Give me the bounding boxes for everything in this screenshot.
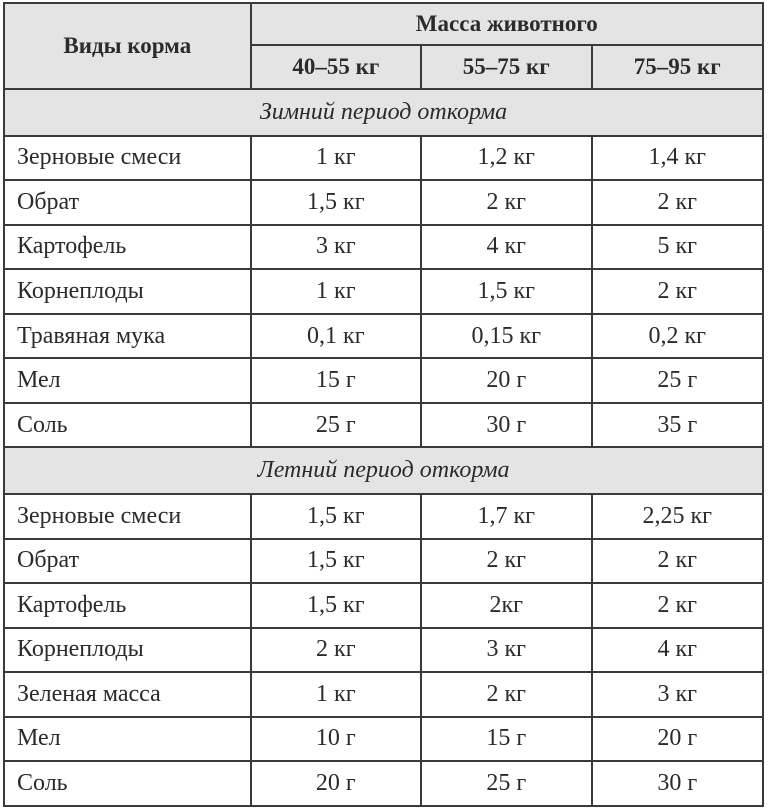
feed-amount: 0,15 кг — [421, 314, 591, 359]
feed-name: Травяная мука — [4, 314, 251, 359]
feed-amount: 2 кг — [592, 539, 764, 584]
feed-amount: 2 кг — [421, 672, 591, 717]
table-row — [4, 494, 763, 539]
feed-amount: 15 г — [251, 358, 421, 403]
section-title: Летний период откорма — [4, 447, 763, 494]
table-row — [4, 358, 763, 403]
section-row-winter — [4, 89, 763, 136]
feed-amount: 3 кг — [592, 672, 764, 717]
feed-amount: 1,5 кг — [251, 583, 421, 628]
feed-amount: 20 г — [421, 358, 591, 403]
feed-amount: 0,2 кг — [592, 314, 764, 359]
feed-amount: 30 г — [592, 761, 764, 806]
table-row — [4, 628, 763, 673]
feed-amount: 3 кг — [421, 628, 591, 673]
table-row — [4, 717, 763, 762]
feed-amount: 20 г — [251, 761, 421, 806]
feed-name: Мел — [4, 358, 251, 403]
feed-amount: 1,5 кг — [251, 180, 421, 225]
feed-amount: 1,5 кг — [251, 539, 421, 584]
feed-amount: 35 г — [592, 403, 764, 448]
header-row-top — [4, 3, 763, 45]
feed-name: Обрат — [4, 180, 251, 225]
table-row — [4, 180, 763, 225]
feed-amount: 0,1 кг — [251, 314, 421, 359]
feed-amount: 15 г — [421, 717, 591, 762]
feed-types-header: Виды корма — [4, 3, 251, 89]
feed-amount: 2кг — [421, 583, 591, 628]
feed-name: Зеленая масса — [4, 672, 251, 717]
feed-amount: 4 кг — [592, 628, 764, 673]
animal-mass-header: Масса животного — [251, 3, 763, 45]
table-row — [4, 761, 763, 806]
table-row — [4, 225, 763, 270]
feed-amount: 1 кг — [251, 136, 421, 181]
feed-amount: 2 кг — [421, 539, 591, 584]
feed-name: Зерновые смеси — [4, 494, 251, 539]
feed-amount: 1 кг — [251, 269, 421, 314]
table-row — [4, 583, 763, 628]
section-title: Зимний период откорма — [4, 89, 763, 136]
feed-amount: 2 кг — [421, 180, 591, 225]
mass-range-header: 40–55 кг — [251, 45, 421, 89]
feed-name: Обрат — [4, 539, 251, 584]
feed-amount: 2 кг — [251, 628, 421, 673]
feed-name: Картофель — [4, 225, 251, 270]
feed-table — [3, 2, 764, 807]
feed-amount: 30 г — [421, 403, 591, 448]
feed-name: Зерновые смеси — [4, 136, 251, 181]
feed-amount: 2 кг — [592, 269, 764, 314]
feed-amount: 1 кг — [251, 672, 421, 717]
feed-amount: 25 г — [251, 403, 421, 448]
feed-amount: 4 кг — [421, 225, 591, 270]
feed-amount: 25 г — [421, 761, 591, 806]
feed-amount: 2 кг — [592, 583, 764, 628]
feed-amount: 1,5 кг — [251, 494, 421, 539]
feed-name: Корнеплоды — [4, 628, 251, 673]
feed-amount: 1,5 кг — [421, 269, 591, 314]
mass-range-header: 55–75 кг — [421, 45, 591, 89]
feed-name: Мел — [4, 717, 251, 762]
feed-amount: 2,25 кг — [592, 494, 764, 539]
table-row — [4, 314, 763, 359]
feed-amount: 3 кг — [251, 225, 421, 270]
feed-name: Корнеплоды — [4, 269, 251, 314]
feed-amount: 5 кг — [592, 225, 764, 270]
mass-range-header: 75–95 кг — [592, 45, 764, 89]
table-row — [4, 403, 763, 448]
section-row-summer — [4, 447, 763, 494]
table-row — [4, 269, 763, 314]
feed-amount: 1,4 кг — [592, 136, 764, 181]
feed-amount: 20 г — [592, 717, 764, 762]
feed-amount: 10 г — [251, 717, 421, 762]
feed-amount: 25 г — [592, 358, 764, 403]
feed-name: Соль — [4, 761, 251, 806]
feed-amount: 2 кг — [592, 180, 764, 225]
table-row — [4, 136, 763, 181]
table-row — [4, 672, 763, 717]
table-row — [4, 539, 763, 584]
feed-name: Картофель — [4, 583, 251, 628]
feed-amount: 1,7 кг — [421, 494, 591, 539]
feed-name: Соль — [4, 403, 251, 448]
feed-amount: 1,2 кг — [421, 136, 591, 181]
